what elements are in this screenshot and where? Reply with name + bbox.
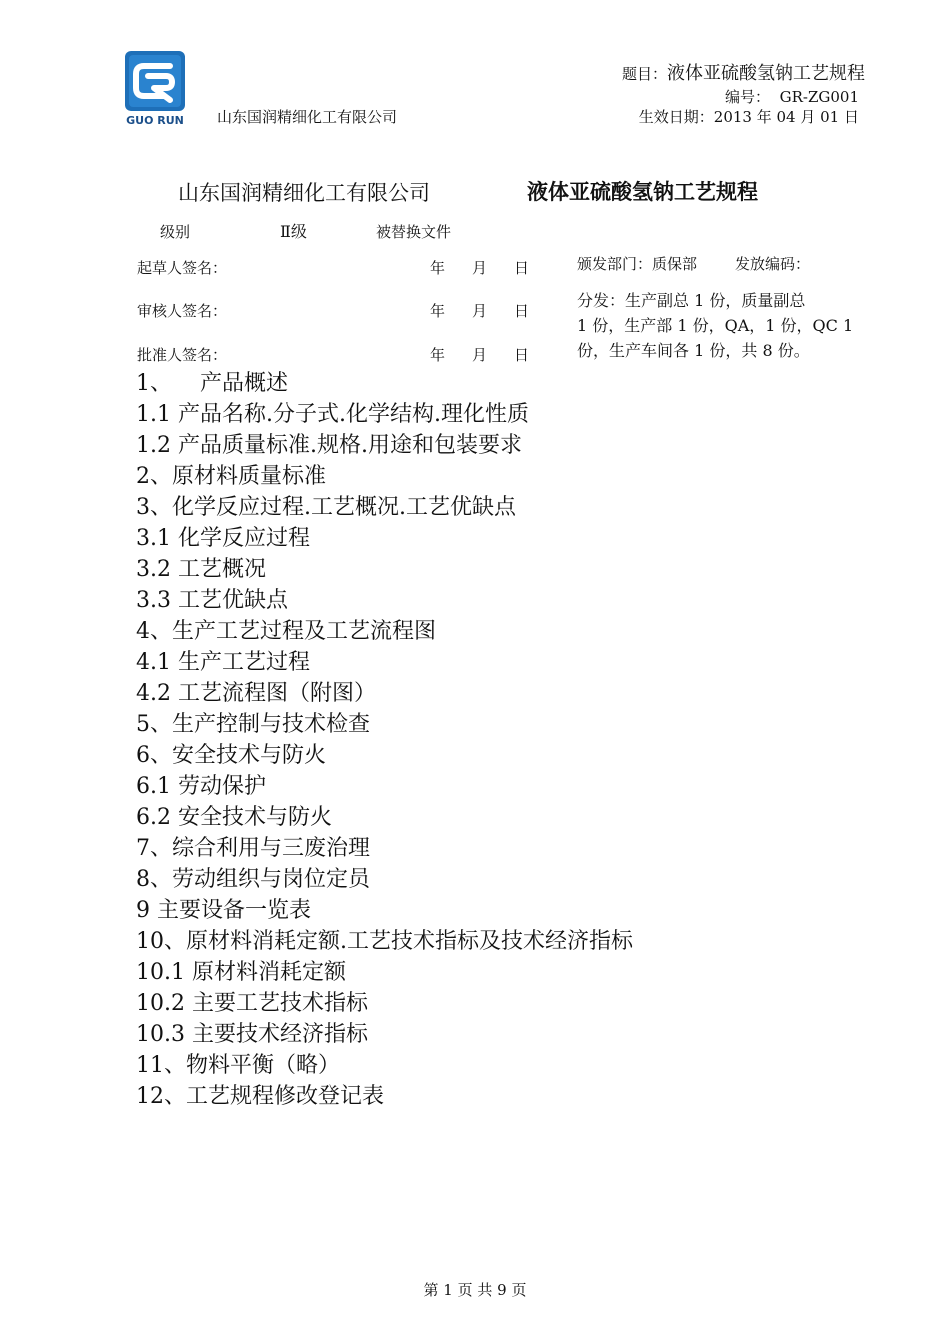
toc-item: 2、原材料质量标准 (136, 464, 326, 489)
toc-item: 7、综合利用与三废治理 (136, 836, 370, 861)
toc-item: 6、安全技术与防火 (136, 743, 326, 768)
company-logo (124, 50, 186, 126)
table-of-contents (136, 368, 633, 1112)
toc-item: 3.2 工艺概况 (136, 557, 266, 582)
level-label: 级别 (160, 223, 191, 241)
toc-item: 4.1 生产工艺过程 (136, 650, 310, 675)
distribution-line: 1 份，生产部 1 份，QA，1 份，QC 1 (577, 316, 854, 335)
toc-item: 1.2 产品质量标准.规格.用途和包装要求 (136, 433, 522, 458)
toc-item: 10、原材料消耗定额.工艺技术指标及技术经济指标 (136, 929, 633, 954)
toc-item: 5、生产控制与技术检查 (136, 712, 370, 737)
toc-item: 1、 产品概述 (136, 371, 288, 396)
page-number: 第 1 页 共 9 页 (423, 1281, 527, 1299)
toc-item: 3.1 化学反应过程 (136, 526, 310, 551)
replaced-file-label: 被替换文件 (376, 223, 452, 241)
header-code-line (725, 86, 859, 107)
approver-year: 年 (430, 346, 446, 364)
toc-item: 1.1 产品名称.分子式.化学结构.理化性质 (136, 402, 529, 427)
distribution-line: 份，生产车间各 1 份，共 8 份。 (577, 341, 810, 360)
toc-item: 8、劳动组织与岗位定员 (136, 867, 370, 892)
header-effective-date: 2013 年 04 月 01 日 (713, 108, 859, 126)
toc-item: 9 主要设备一览表 (136, 898, 311, 923)
toc-item: 3、化学反应过程.工艺概况.工艺优缺点 (136, 495, 516, 520)
header-company-name: 山东国润精细化工有限公司 (217, 108, 398, 126)
toc-item: 6.1 劳动保护 (136, 774, 266, 799)
toc-item: 3.3 工艺优缺点 (136, 588, 288, 613)
header-code-label: 编号： (725, 88, 771, 106)
reviewer-year: 年 (430, 302, 446, 320)
drafter-signature-label: 起草人签名： (137, 259, 228, 277)
doc-title: 液体亚硫酸氢钠工艺规程 (527, 180, 758, 204)
guo-run-logo-icon (124, 50, 186, 126)
toc-item: 12、工艺规程修改登记表 (136, 1084, 384, 1109)
approver-day: 日 (514, 346, 530, 364)
toc-item: 11、物料平衡（略） (136, 1053, 340, 1078)
drafter-day: 日 (514, 259, 530, 277)
drafter-month: 月 (472, 259, 488, 277)
toc-item: 4、生产工艺过程及工艺流程图 (136, 619, 436, 644)
header-title-label: 题目： (621, 65, 667, 83)
approver-month: 月 (472, 346, 488, 364)
issue-code-label: 发放编码： (735, 255, 811, 273)
logo-text: GUO RUN (126, 114, 184, 126)
header-title-line (622, 59, 865, 85)
toc-item: 10.2 主要工艺技术指标 (136, 991, 368, 1016)
approver-signature-label: 批准人签名： (137, 346, 228, 364)
reviewer-signature-label: 审核人签名： (137, 302, 228, 320)
toc-item: 10.3 主要技术经济指标 (136, 1022, 368, 1047)
distribution-line: 分发：生产副总 1 份，质量副总 (577, 291, 806, 310)
doc-company-name: 山东国润精细化工有限公司 (178, 181, 430, 205)
toc-item: 4.2 工艺流程图（附图） (136, 681, 376, 706)
header-effective-line (639, 106, 859, 127)
header-effective-label: 生效日期： (638, 108, 714, 126)
drafter-year: 年 (430, 259, 446, 277)
reviewer-month: 月 (472, 302, 488, 320)
issue-department: 颁发部门：质保部 (577, 255, 698, 273)
reviewer-day: 日 (514, 302, 530, 320)
header-code: GR-ZG001 (779, 88, 859, 106)
level-value: Ⅱ级 (280, 222, 307, 241)
header-title: 液体亚硫酸氢钠工艺规程 (667, 63, 865, 84)
toc-item: 6.2 安全技术与防火 (136, 805, 332, 830)
distribution-block (577, 288, 853, 363)
toc-item: 10.1 原材料消耗定额 (136, 960, 346, 985)
